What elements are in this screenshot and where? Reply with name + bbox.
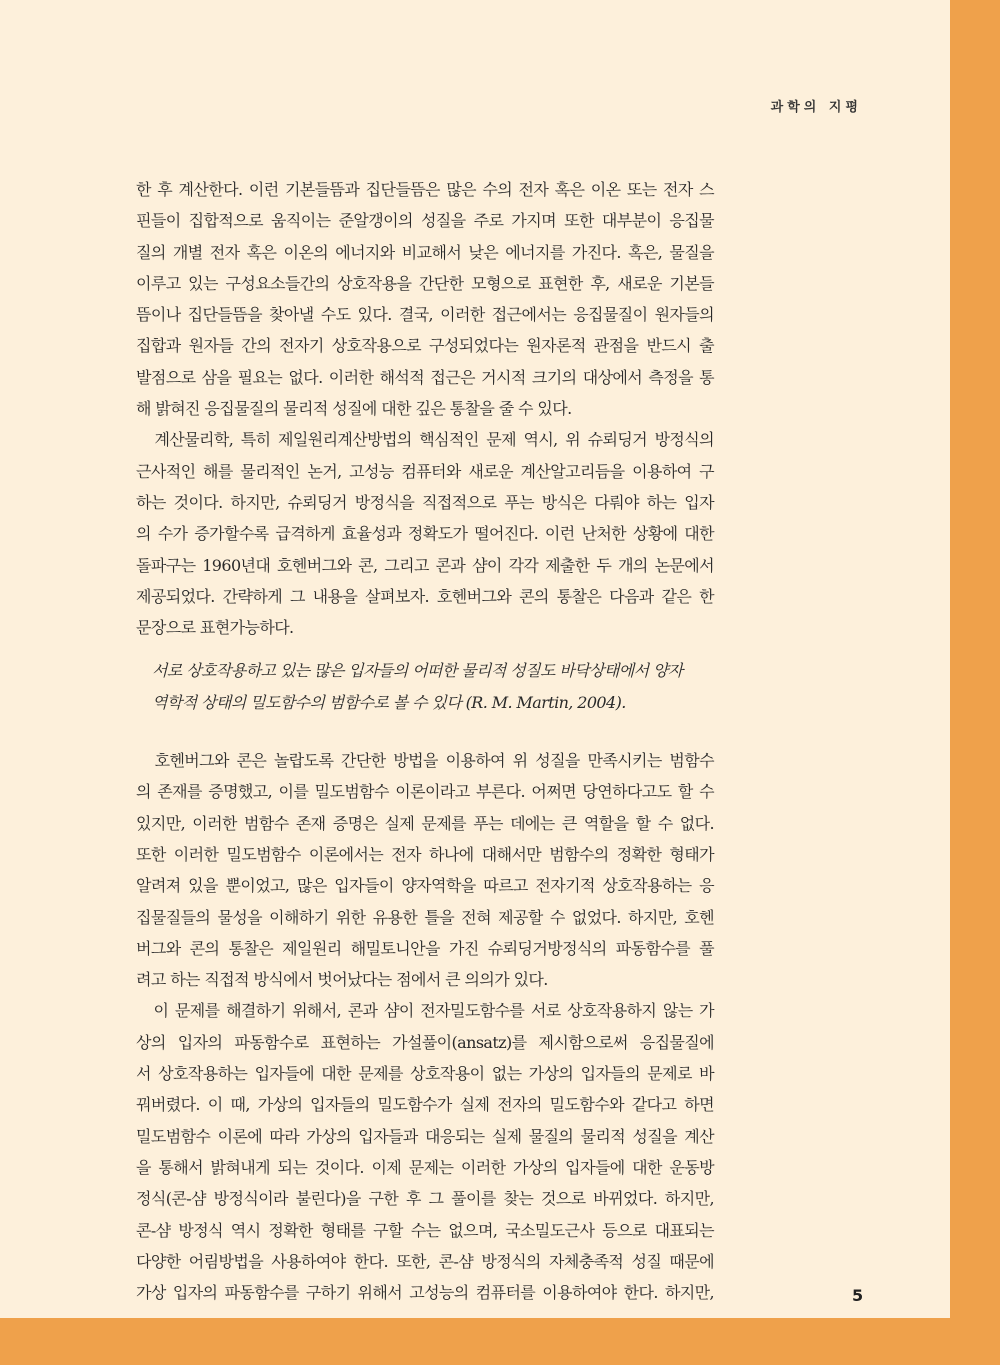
- quote-line: 역학적 상태의 밀도함수의 범함수로 볼 수 있다 (R. M. Martin, 2004).: [152, 692, 626, 712]
- text-line: 려고 하는 직접적 방식에서 벗어났다는 점에서 큰 의의가 있다.: [136, 970, 548, 990]
- page-number: 5: [852, 1286, 864, 1305]
- text-line: 이루고 있는 구성요소들간의 상호작용을 간단한 모형으로 표현한 후, 새로운 기본들: [136, 273, 714, 293]
- text-line: 가상 입자의 파동함수를 구하기 위해서 고성능의 컴퓨터를 이용하여야 한다. 하지만,: [136, 1283, 714, 1303]
- body-text: [136, 174, 714, 1308]
- text-line: 돌파구는 1960년대 호헨버그와 콘, 그리고 콘과 샴이 각각 제출한 두 개의 논문에서: [136, 555, 714, 575]
- text-line: 상의 입자의 파동함수로 표현하는 가설풀이(ansatz)를 제시함으로써 응집물질에: [136, 1032, 714, 1052]
- text-line: 뜸이나 집단들뜸을 찾아낼 수도 있다. 결국, 이러한 접근에서는 응집물질이 원자들의: [136, 305, 714, 325]
- text-line: 집물질들의 물성을 이해하기 위한 유용한 틀을 전혀 제공할 수 없었다. 하지만, 호헨: [136, 907, 714, 927]
- paragraph-1: [136, 174, 714, 424]
- text-line: 근사적인 해를 물리적인 논거, 고성능 컴퓨터와 새로운 계산알고리듬을 이용하여 구: [136, 461, 714, 481]
- text-line: 의 존재를 증명했고, 이를 밀도범함수 이론이라고 부른다. 어쩌면 당연하다고도 할 수: [136, 782, 714, 802]
- text-line: 계산물리학, 특히 제일원리계산방법의 핵심적인 문제 역시, 위 슈뢰딩거 방정식의: [136, 430, 714, 450]
- text-line: 질의 개별 전자 혹은 이온의 에너지와 비교해서 낮은 에너지를 가진다. 혹은, 물질을: [136, 242, 714, 262]
- text-line: 하는 것이다. 하지만, 슈뢰딩거 방정식을 직접적으로 푸는 방식은 다뤄야 하는 입자: [136, 492, 714, 512]
- text-line: 의 수가 증가할수록 급격하게 효율성과 정확도가 떨어진다. 이런 난처한 상황에 대한: [136, 524, 714, 544]
- paragraph-2: [136, 424, 714, 643]
- text-line: 집합과 원자들 간의 전자기 상호작용으로 구성되었다는 원자론적 관점을 반드시 출: [136, 336, 714, 356]
- paragraph-3: [136, 745, 714, 995]
- text-line: 서 상호작용하는 입자들에 대한 문제를 상호작용이 없는 가상의 입자들의 문제로 바: [136, 1064, 714, 1084]
- text-line: 또한 이러한 밀도범함수 이론에서는 전자 하나에 대해서만 범함수의 정확한 형태가: [136, 844, 714, 864]
- text-line: 해 밝혀진 응집물질의 물리적 성질에 대한 깊은 통찰을 줄 수 있다.: [136, 399, 572, 419]
- text-line: 발점으로 삼을 필요는 없다. 이러한 해석적 접근은 거시적 크기의 대상에서 측정을 통: [136, 367, 714, 387]
- text-line: 알려져 있을 뿐이었고, 많은 입자들이 양자역학을 따르고 전자기적 상호작용하는 응: [136, 876, 714, 896]
- quote-line: 서로 상호작용하고 있는 많은 입자들의 어떠한 물리적 성질도 바닥상태에서 양자: [152, 661, 683, 681]
- text-line: 문장으로 표현가능하다.: [136, 618, 294, 638]
- text-line: 있지만, 이러한 범함수 존재 증명은 실제 문제를 푸는 데에는 큰 역할을 할 수 없다.: [136, 813, 714, 833]
- running-head: 과학의 지평: [770, 100, 862, 115]
- paragraph-4: [136, 995, 714, 1308]
- text-line: 호헨버그와 콘은 놀랍도록 간단한 방법을 이용하여 위 성질을 만족시키는 범함수: [136, 751, 714, 771]
- text-line: 밀도범함수 이론에 따라 가상의 입자들과 대응되는 실제 물질의 물리적 성질을 계산: [136, 1126, 714, 1146]
- text-line: 을 통해서 밝혀내게 되는 것이다. 이제 문제는 이러한 가상의 입자들에 대한 운동방: [136, 1157, 714, 1177]
- text-line: 한 후 계산한다. 이런 기본들뜸과 집단들뜸은 많은 수의 전자 혹은 이온 또는 전자 스: [136, 180, 714, 199]
- text-line: 제공되었다. 간략하게 그 내용을 살펴보자. 호헨버그와 콘의 통찰은 다음과 같은 한: [136, 586, 714, 606]
- text-line: 다양한 어림방법을 사용하여야 한다. 또한, 콘-샴 방정식의 자체충족적 성질 때문에: [136, 1251, 714, 1271]
- text-line: 꿔버렸다. 이 때, 가상의 입자들의 밀도함수가 실제 전자의 밀도함수와 같다고 하면: [136, 1095, 714, 1115]
- block-quote: [136, 655, 714, 718]
- text-line: 콘-샴 방정식 역시 정확한 형태를 구할 수는 없으며, 국소밀도근사 등으로 대표되는: [136, 1220, 714, 1240]
- text-line: 이 문제를 해결하기 위해서, 콘과 샴이 전자밀도함수를 서로 상호작용하지 않는 가: [136, 1001, 714, 1021]
- text-line: 버그와 콘의 통찰은 제일원리 해밀토니안을 가진 슈뢰딩거방정식의 파동함수를 풀: [136, 938, 714, 958]
- text-line: 정식(콘-샴 방정식이라 불린다)을 구한 후 그 풀이를 찾는 것으로 바뀌었다. 하지만,: [136, 1189, 714, 1209]
- text-line: 핀들이 집합적으로 움직이는 준알갱이의 성질을 주로 가지며 또한 대부분이 응집물: [136, 211, 714, 231]
